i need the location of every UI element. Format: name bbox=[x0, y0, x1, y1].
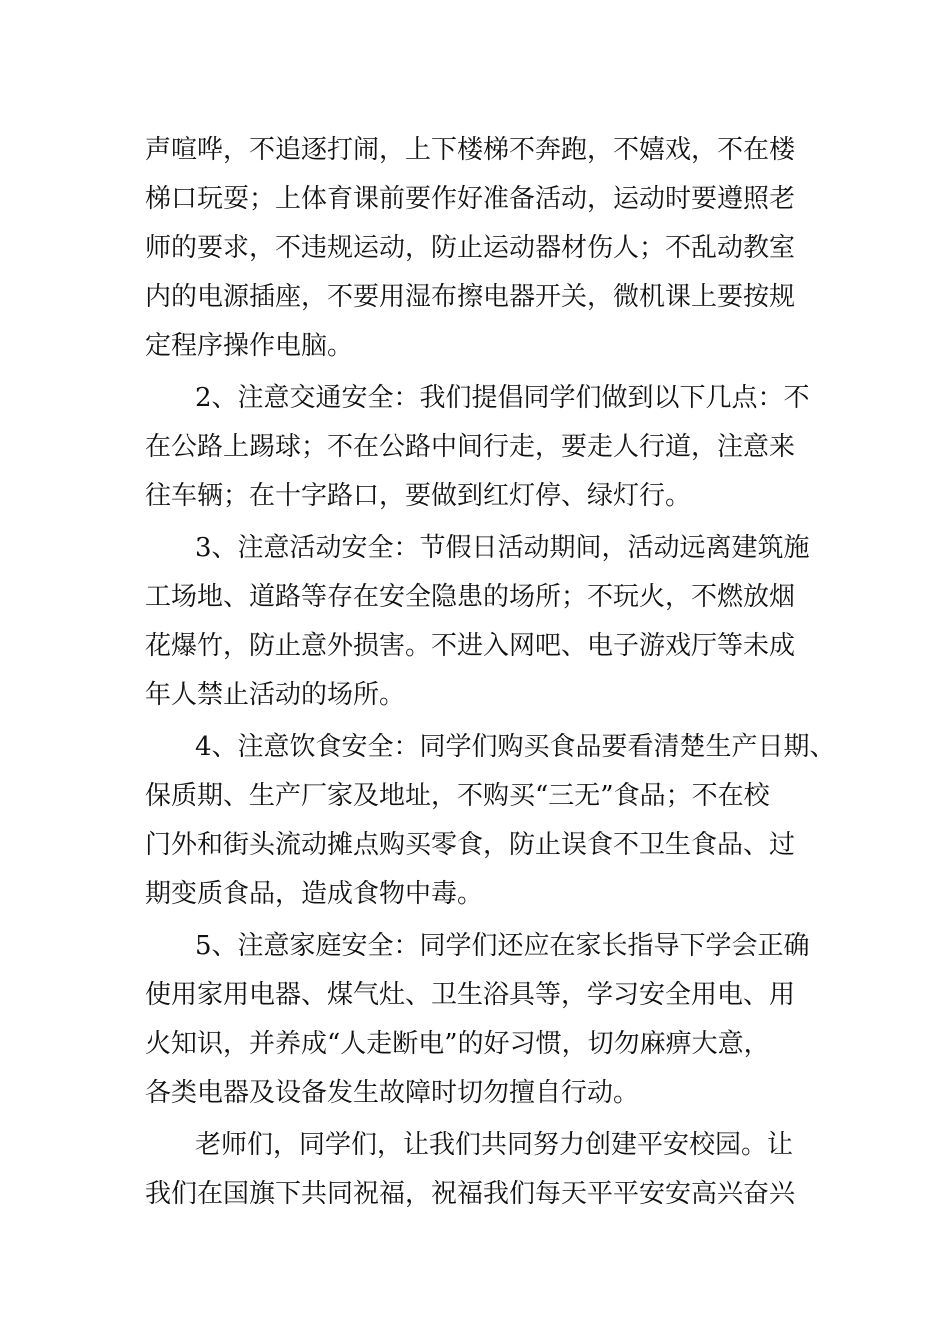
text-line: 火知识，并养成“人走断电”的好习惯，切勿麻痹大意， bbox=[145, 1029, 770, 1059]
paragraph-start-line: 2、注意交通安全：我们提倡同学们做到以下几点：不 bbox=[195, 383, 810, 413]
text-line: 我们在国旗下共同祝福，祝福我们每天平平安安高兴奋兴 bbox=[145, 1179, 796, 1209]
text-line: 期变质食品，造成食物中毒。 bbox=[145, 879, 484, 909]
text-line: 各类电器及设备发生故障时切勿擅自行动。 bbox=[145, 1078, 640, 1108]
paragraph-start-line: 5、注意家庭安全：同学们还应在家长指导下学会正确 bbox=[195, 931, 810, 961]
text-line: 定程序操作电脑。 bbox=[145, 331, 354, 361]
paragraph-start-line: 3、注意活动安全：节假日活动期间，活动远离建筑施 bbox=[195, 533, 810, 563]
text-line: 年人禁止活动的场所。 bbox=[145, 680, 406, 710]
text-line: 往车辆；在十字路口，要做到红灯停、绿灯行。 bbox=[145, 481, 692, 511]
text-line: 使用家用电器、煤气灶、卫生浴具等，学习安全用电、用 bbox=[145, 980, 796, 1010]
text-line: 工场地、道路等存在安全隐患的场所；不玩火，不燃放烟 bbox=[145, 582, 796, 612]
text-line: 在公路上踢球；不在公路中间行走，要走人行道，注意来 bbox=[145, 432, 796, 462]
text-line: 门外和街头流动摊点购买零食，防止误食不卫生食品、过 bbox=[145, 830, 796, 860]
text-line: 梯口玩耍；上体育课前要作好准备活动，运动时要遵照老 bbox=[145, 184, 796, 214]
paragraph-start-line: 4、注意饮食安全：同学们购买食品要看清楚生产日期、 bbox=[195, 732, 836, 762]
text-line: 师的要求，不违规运动，防止运动器材伤人；不乱动教室 bbox=[145, 233, 796, 263]
text-line: 内的电源插座，不要用湿布擦电器开关，微机课上要按规 bbox=[145, 282, 796, 312]
text-line: 声喧哗，不追逐打闹，上下楼梯不奔跑，不嬉戏，不在楼 bbox=[145, 135, 796, 165]
text-line: 保质期、生产厂家及地址，不购买“三无”食品；不在校 bbox=[145, 781, 770, 811]
text-line: 花爆竹，防止意外损害。不进入网吧、电子游戏厅等未成 bbox=[145, 631, 796, 661]
paragraph-start-line: 老师们，同学们，让我们共同努力创建平安校园。让 bbox=[195, 1130, 794, 1160]
